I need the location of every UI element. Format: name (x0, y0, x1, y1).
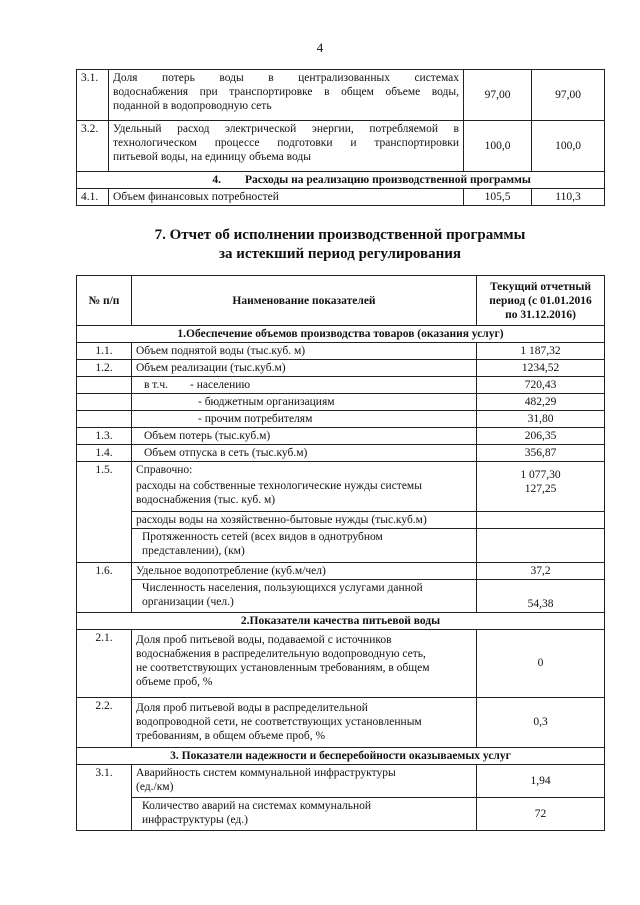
indicator-name: Аварийность систем коммунальной инфраструктуры (ед./км) (132, 764, 477, 797)
table-row (77, 579, 605, 612)
top-table (76, 69, 605, 206)
row-number: 3.1. (77, 70, 109, 121)
indicator-name: Количество аварий на системах коммунальной инфраструктуры (ед.) (132, 797, 477, 830)
row-number: 1.5. (77, 462, 132, 563)
table-row (77, 360, 605, 377)
header-row (77, 276, 605, 326)
table-row (77, 394, 605, 411)
value-cell: 1 187,32 (477, 343, 605, 360)
section-heading: 1.Обеспечение объемов производства товаров (оказания услуг) (77, 326, 605, 343)
indicator-name: Удельный расход электрической энергии, потребляемой в технологическом процессе подготовки и транспортировки питьевой воды, на единицу объема воды (109, 121, 464, 172)
row-number: 2.1. (77, 629, 132, 697)
table-row (77, 445, 605, 462)
value-cell: 97,00 (464, 70, 532, 121)
section-row (77, 747, 605, 764)
table-row (77, 428, 605, 445)
row-number: 3.1. (77, 764, 132, 830)
value-cell: 72 (477, 797, 605, 830)
table-row (77, 629, 605, 697)
header-name: Наименование показателей (132, 276, 477, 326)
indicator-name: в т.ч. - населению (132, 377, 477, 394)
value-cell: 1234,52 (477, 360, 605, 377)
indicator-name: расходы воды на хозяйственно-бытовые нужды (тыс.куб.м) (132, 511, 477, 528)
indicator-name: Доля проб питьевой воды, подаваемой с источников водоснабжения в распределительную водопроводную сеть, не соответствующих установленным требованиям, в общем объеме проб, % (132, 629, 477, 697)
indicator-name: Доля проб питьевой воды в распределительной водопроводной сети, не соответствующих установленным требованиям, в общем объеме проб, % (132, 697, 477, 747)
indicator-name: - прочим потребителям (132, 411, 477, 428)
value-cell: 105,5 (464, 189, 532, 206)
row-number: 4.1. (77, 189, 109, 206)
row-number: 2.2. (77, 697, 132, 747)
section-row (77, 326, 605, 343)
value-cell: 482,29 (477, 394, 605, 411)
table-row (77, 343, 605, 360)
section-title: 7. Отчет об исполнении производственной программы за истекший период регулирования (154, 227, 526, 262)
table-row (77, 511, 605, 528)
value-cell: 100,0 (532, 121, 605, 172)
value-cell: 206,35 (477, 428, 605, 445)
table-row (77, 411, 605, 428)
indicator-name: Доля потерь воды в централизованных системах водоснабжения при транспортировке в общем объеме воды, поданной в водопроводную сеть (109, 70, 464, 121)
value-cell: 1 077,30 127,25 (477, 462, 605, 512)
table-row (77, 528, 605, 562)
value-cell: 0 (477, 629, 605, 697)
report-table (76, 275, 605, 831)
indicator-name: Объем отпуска в сеть (тыс.куб.м) (132, 445, 477, 462)
value-cell: 31,80 (477, 411, 605, 428)
indicator-name: Объем финансовых потребностей (109, 189, 464, 206)
value-cell: 100,0 (464, 121, 532, 172)
section-heading: 2.Показатели качества питьевой воды (77, 612, 605, 629)
value-cell: 97,00 (532, 70, 605, 121)
table-row (77, 189, 605, 206)
indicator-name: Численность населения, пользующихся услугами данной организации (чел.) (132, 579, 477, 612)
value-cell: 720,43 (477, 377, 605, 394)
indicator-name: Протяженность сетей (всех видов в однотрубном представлении), (км) (132, 528, 477, 562)
indicator-name: расходы на собственные технологические нужды системы водоснабжения (тыс. куб. м) (132, 478, 477, 511)
table-row (77, 462, 605, 479)
table-row (77, 377, 605, 394)
value-cell: 37,2 (477, 562, 605, 579)
table-row (77, 697, 605, 747)
table-row (77, 797, 605, 830)
value-cell: 0,3 (477, 697, 605, 747)
row-number: 1.6. (77, 562, 132, 612)
row-number: 1.3. (77, 428, 132, 445)
row-number: 1.2. (77, 360, 132, 377)
indicator-name: Объем реализации (тыс.куб.м) (132, 360, 477, 377)
indicator-name: - бюджетным организациям (132, 394, 477, 411)
row-number: 3.2. (77, 121, 109, 172)
table-row (77, 562, 605, 579)
header-number: № п/п (77, 276, 132, 326)
page-number: 4 (316, 40, 324, 55)
indicator-name: Справочно: (132, 462, 477, 479)
header-period: Текущий отчетный период (с 01.01.2016 по 31.12.2016) (477, 276, 605, 326)
indicator-name: Объем потерь (тыс.куб.м) (132, 428, 477, 445)
table-row (77, 764, 605, 797)
row-number: 1.4. (77, 445, 132, 462)
table-row (77, 70, 605, 121)
value-cell: 54,38 (477, 579, 605, 612)
section-heading: 4. Расходы на реализацию производственной программы (77, 172, 605, 189)
indicator-name: Удельное водопотребление (куб.м/чел) (132, 562, 477, 579)
indicator-name: Объем поднятой воды (тыс.куб. м) (132, 343, 477, 360)
section-row (77, 172, 605, 189)
table-row (77, 121, 605, 172)
value-cell: 110,3 (532, 189, 605, 206)
value-cell: 1,94 (477, 764, 605, 797)
row-number: 1.1. (77, 343, 132, 360)
value-cell: 356,87 (477, 445, 605, 462)
section-heading: 3. Показатели надежности и бесперебойности оказываемых услуг (77, 747, 605, 764)
section-row (77, 612, 605, 629)
